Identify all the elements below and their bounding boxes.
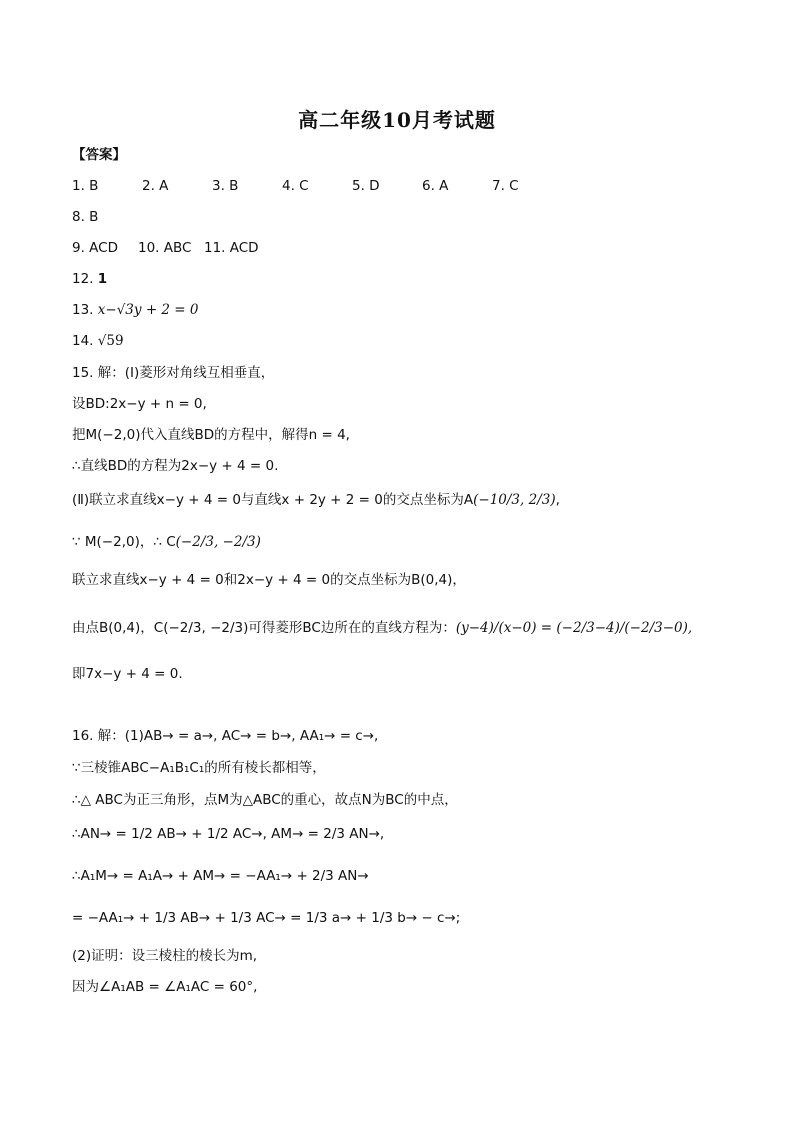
answer-12-label: 12. xyxy=(72,271,94,287)
answer-item: 7. C xyxy=(492,178,519,194)
answer-13-label: 13. xyxy=(72,302,94,318)
q16-line-8: 因为∠A₁AB = ∠A₁AC = 60°, xyxy=(72,979,258,995)
answer-14-expr: √59 xyxy=(97,333,124,349)
q15-line-6 xyxy=(72,532,261,552)
answer-13-expr: x−√3y + 2 = 0 xyxy=(97,302,199,318)
answer-header: 【答案】 xyxy=(72,147,126,163)
q16-line-7: (2)证明：设三棱柱的棱长为m, xyxy=(72,948,258,964)
q15-line-6-text: ∵ M(−2,0)，∴ C xyxy=(72,534,176,550)
answers-row-3 xyxy=(72,238,270,258)
q15-line-9: 即7x−y + 4 = 0. xyxy=(72,666,183,682)
q15-line-4: ∴直线BD的方程为2x−y + 4 = 0. xyxy=(72,458,279,474)
answer-item: 3. B xyxy=(212,178,239,194)
answer-12-value: 1 xyxy=(97,271,108,287)
q15-line-5: (Ⅱ)联立求直线x−y + 4 = 0与直线x + 2y + 2 = 0的交点坐标为A(−10/3, 2/3), xyxy=(72,492,560,508)
q16-line-2: ∵三棱锥ABC−A₁B₁C₁的所有棱长都相等， xyxy=(72,760,326,776)
q15-line-8-text: 由点B(0,4)，C(−2/3, −2/3)可得菱形BC边所在的直线方程为： xyxy=(72,620,456,636)
q15-line-1: 15. 解：(Ⅰ)菱形对角线互相垂直， xyxy=(72,365,275,381)
point-a-coords: (−10/3, 2/3) xyxy=(473,492,556,508)
q15-line-7: 联立求直线x−y + 4 = 0和2x−y + 4 = 0的交点坐标为B(0,4)， xyxy=(72,572,466,588)
q15-line-5-text: (Ⅱ)联立求直线x−y + 4 = 0与直线x + 2y + 2 = 0的交点坐标为A xyxy=(72,492,474,508)
answer-item: 2. A xyxy=(142,178,169,194)
answer-item: 10. ABC xyxy=(138,240,192,256)
q16-line-4: ∴AN→ = 1/2 AB→ + 1/2 AC→, AM→ = 2/3 AN→, xyxy=(72,826,385,842)
q16-line-3: ∴△ ABC为正三角形，点M为△ABC的重心，故点N为BC的中点， xyxy=(72,792,458,808)
answer-8: 8. B xyxy=(72,209,99,225)
answer-14 xyxy=(72,331,124,351)
line-bc-equation: (y−4)/(x−0) = (−2/3−4)/(−2/3−0), xyxy=(455,620,693,636)
answer-item: 5. D xyxy=(352,178,380,194)
answer-item: 9. ACD xyxy=(72,240,118,256)
q16-line-5: ∴A₁M→ = A₁A→ + AM→ = −AA₁→ + 2/3 AN→ xyxy=(72,868,369,884)
answers-row-1 xyxy=(72,176,562,196)
answer-13 xyxy=(72,300,199,320)
q16-line-1: 16. 解：(1)AB→ = a→, AC→ = b→, AA₁→ = c→, xyxy=(72,728,379,744)
q15-line-8 xyxy=(72,618,692,638)
q16-line-6: = −AA₁→ + 1/3 AB→ + 1/3 AC→ = 1/3 a→ + 1/3 b→ − c→; xyxy=(72,910,461,926)
answer-item: 6. A xyxy=(422,178,449,194)
point-c-coords: (−2/3, −2/3) xyxy=(175,534,261,550)
page-title: 高二年级10月考试题 xyxy=(298,108,496,132)
answer-12 xyxy=(72,269,107,289)
answer-item: 11. ACD xyxy=(204,240,259,256)
answer-14-label: 14. xyxy=(72,333,94,349)
answer-item: 4. C xyxy=(282,178,309,194)
q15-line-3: 把M(−2,0)代入直线BD的方程中，解得n = 4, xyxy=(72,427,350,443)
answer-item: 1. B xyxy=(72,178,99,194)
q15-line-2: 设BD:2x−y + n = 0, xyxy=(72,396,207,412)
